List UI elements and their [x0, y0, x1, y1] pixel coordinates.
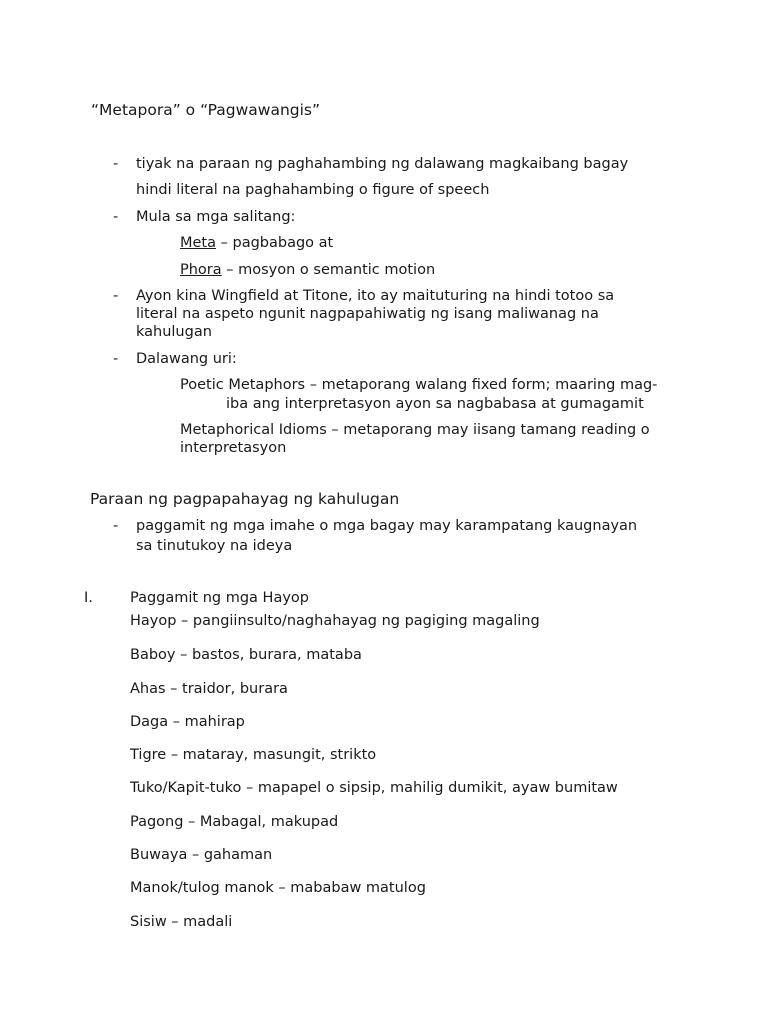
list-item: Tigre – mataray, masungit, strikto	[130, 747, 377, 763]
bullet-line: kahulugan	[136, 324, 212, 340]
origin-term: Phora	[180, 262, 222, 278]
bullet-dash: -	[113, 288, 119, 304]
list-item: Tuko/Kapit-tuko – mapapel o sipsip, mahilig dumikit, ayaw bumitaw	[130, 780, 618, 796]
origin-phora	[180, 261, 435, 279]
list-item: Sisiw – madali	[130, 914, 233, 930]
list-item: Buwaya – gahaman	[130, 847, 273, 863]
list-item: Daga – mahirap	[130, 714, 245, 730]
type-poetic-line: Poetic Metaphors – metaporang walang fixed form; maaring mag-	[180, 377, 658, 393]
origin-meta	[180, 234, 333, 252]
bullet-line: hindi literal na paghahambing o figure of speech	[136, 182, 490, 198]
origin-definition: – pagbabago at	[216, 235, 334, 251]
bullet-line: Mula sa mga salitang:	[136, 209, 296, 225]
bullet-dash: -	[113, 209, 119, 225]
list-item: Ahas – traidor, burara	[130, 681, 288, 697]
type-idioms-line: Metaphorical Idioms – metaporang may iisang tamang reading o	[180, 422, 650, 438]
type-poetic-line: iba ang interpretasyon ayon sa nagbabasa at gumagamit	[226, 396, 644, 412]
list-item: Pagong – Mabagal, makupad	[130, 814, 339, 830]
bullet-line: tiyak na paraan ng paghahambing ng dalawang magkaibang bagay	[136, 156, 629, 172]
type-idioms-line: interpretasyon	[180, 440, 287, 456]
section-line: paggamit ng mga imahe o mga bagay may karampatang kaugnayan	[136, 518, 638, 534]
bullet-dash: -	[113, 156, 119, 172]
bullet-line: Dalawang uri:	[136, 351, 237, 367]
origin-term: Meta	[180, 235, 217, 251]
list-item: Manok/tulog manok – mababaw matulog	[130, 880, 426, 896]
section-line: sa tinutukoy na ideya	[136, 538, 293, 554]
section-heading: Paraan ng pagpapahayag ng kahulugan	[90, 490, 400, 508]
bullet-dash: -	[113, 518, 119, 534]
list-numeral: I.	[84, 590, 93, 606]
list-item: Baboy – bastos, burara, mataba	[130, 647, 362, 663]
list-heading: Paggamit ng mga Hayop	[130, 590, 309, 606]
bullet-dash: -	[113, 351, 119, 367]
bullet-line: literal na aspeto ngunit nagpapahiwatig ng isang maliwanag na	[136, 306, 599, 322]
bullet-line: Ayon kina Wingfield at Titone, ito ay maituturing na hindi totoo sa	[136, 288, 615, 304]
list-item: Hayop – pangiinsulto/naghahayag ng pagiging magaling	[130, 613, 540, 629]
document-title: “Metapora” o “Pagwawangis”	[91, 101, 321, 119]
origin-definition: – mosyon o semantic motion	[221, 262, 436, 278]
